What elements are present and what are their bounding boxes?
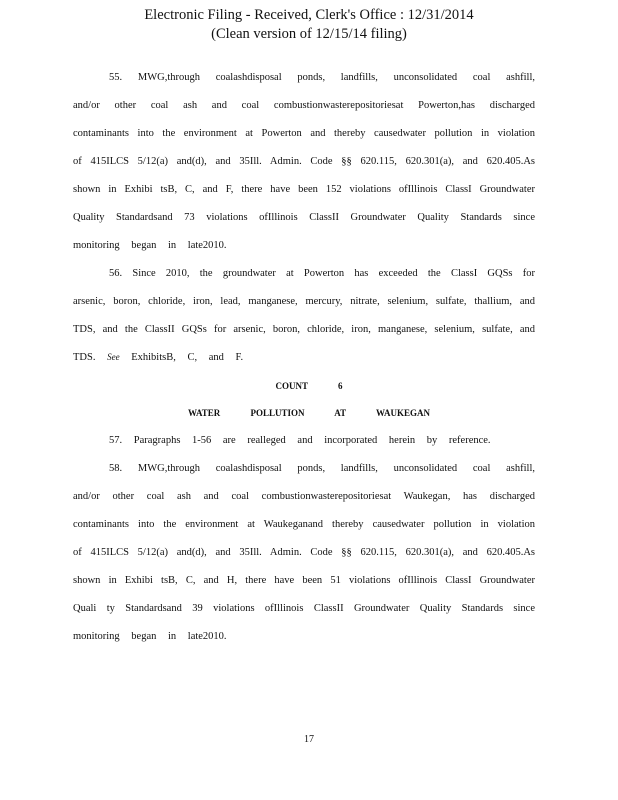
- paragraph-56-line-1: 56. Since 2010, the groundwater at Powerton has exceeded the ClassI GQSs for: [109, 268, 535, 279]
- paragraph-58-line-7-text: monitoring began in late2010.: [73, 631, 227, 642]
- paragraph-58-line-5: shown in Exhibi tsB, C, and H, there have been 51 violations ofIllinois ClassI Groundwater: [73, 575, 535, 586]
- see-signal: See: [107, 352, 120, 362]
- page-number: 17: [304, 734, 314, 745]
- paragraph-55-line-4: of 415ILCS 5/12(a) and(d), and 35Ill. Admin. Code §§ 620.115, 620.301(a), and 620.405.As: [73, 156, 535, 167]
- paragraph-56-line-3: TDS, and the ClassII GQSs for arsenic, boron, chloride, iron, manganese, selenium, sulfate, and: [73, 324, 535, 335]
- paragraph-56-line-4-start: TDS.: [73, 352, 108, 363]
- paragraph-58-line-2: and/or other coal ash and coal combustionwasterepositoriesat Waukegan, has discharged: [73, 491, 535, 502]
- paragraph-58-line-4: of 415ILCS 5/12(a) and(d), and 35Ill. Admin. Code §§ 620.115, 620.301(a), and 620.405.As: [73, 547, 535, 558]
- paragraph-58-line-6: Quali ty Standardsand 39 violations ofIllinois ClassII Groundwater Quality Standards since: [73, 603, 535, 614]
- paragraph-56-line-4: [73, 352, 535, 363]
- filing-header: [0, 6, 618, 44]
- paragraph-57: [109, 435, 535, 446]
- clean-version-line: (Clean version of 12/15/14 filing): [211, 26, 407, 42]
- count-heading: [0, 381, 618, 391]
- paragraph-55-line-7: [73, 240, 535, 251]
- paragraph-58-line-3: contaminants into the environment at Waukeganand thereby causedwater pollution in violation: [73, 519, 535, 530]
- count-heading-text: COUNT 6: [275, 381, 343, 391]
- filing-stamp-line: Electronic Filing - Received, Clerk's Office : 12/31/2014: [144, 7, 474, 23]
- paragraph-55-line-3: contaminants into the environment at Powerton and thereby causedwater pollution in violation: [73, 128, 535, 139]
- paragraph-55-line-5: shown in Exhibi tsB, C, and F, there have been 152 violations ofIllinois ClassI Groundwater: [73, 184, 535, 195]
- paragraph-56-line-2: arsenic, boron, chloride, iron, lead, manganese, mercury, nitrate, selenium, sulfate, thallium, and: [73, 296, 535, 307]
- paragraph-56-line-4-end: ExhibitsB, C, and F.: [119, 352, 244, 363]
- paragraph-55-line-1: 55. MWG,through coalashdisposal ponds, landfills, unconsolidated coal ashfill,: [109, 72, 535, 83]
- paragraph-55-line-6: Quality Standardsand 73 violations ofIllinois ClassII Groundwater Quality Standards since: [73, 212, 535, 223]
- paragraph-57-text: 57. Paragraphs 1-56 are realleged and incorporated herein by reference.: [109, 435, 491, 446]
- paragraph-58-line-1: 58. MWG,through coalashdisposal ponds, landfills, unconsolidated coal ashfill,: [109, 463, 535, 474]
- paragraph-58-line-7: [73, 631, 535, 642]
- paragraph-55-line-2: and/or other coal ash and coal combustionwasterepositoriesat Powerton,has discharged: [73, 100, 535, 111]
- water-pollution-heading: [0, 408, 618, 418]
- paragraph-55-line-7-text: monitoring began in late2010.: [73, 240, 227, 251]
- water-pollution-heading-text: WATER POLLUTION AT WAUKEGAN: [187, 408, 431, 418]
